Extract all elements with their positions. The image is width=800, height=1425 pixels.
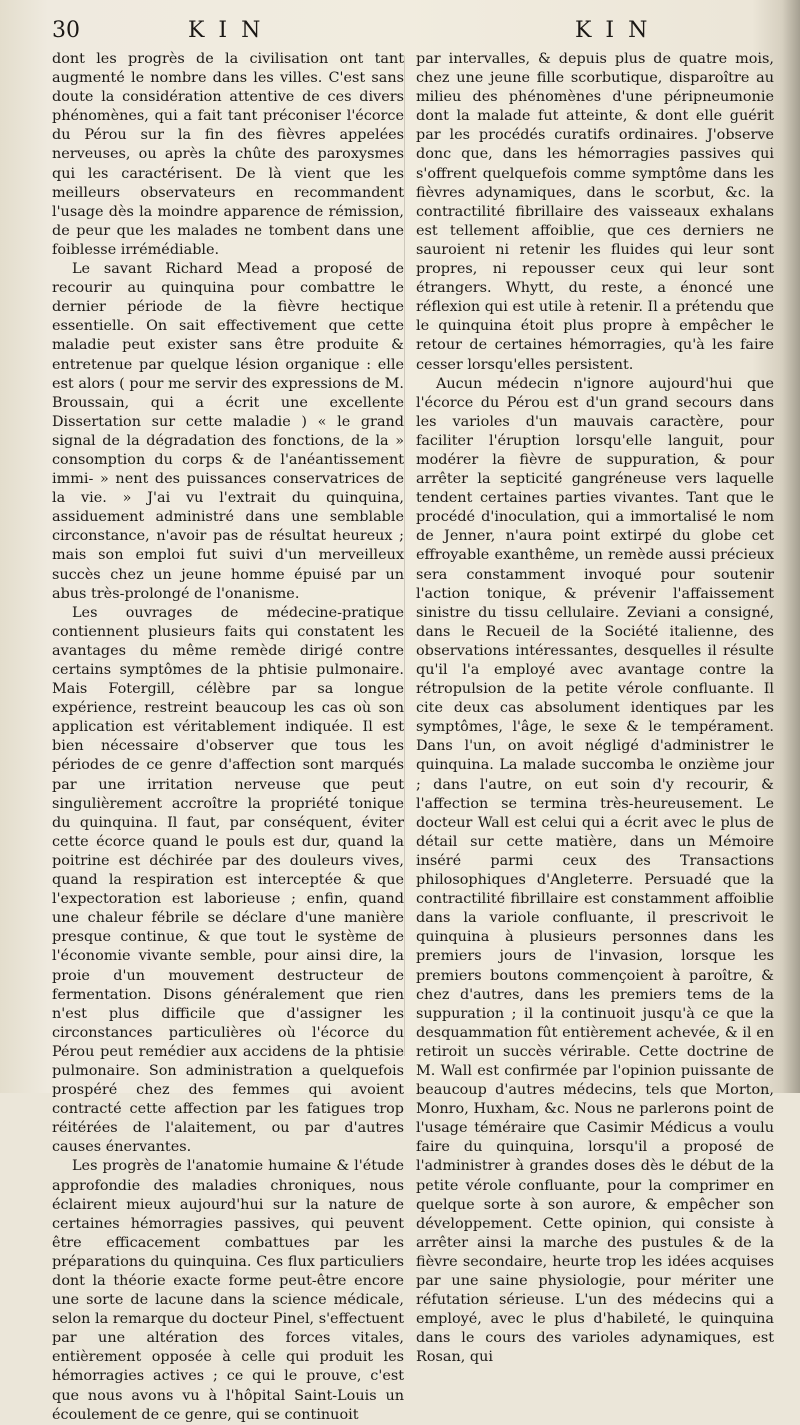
- page-header: [30, 18, 770, 52]
- page-number: 30: [52, 18, 80, 43]
- right-column: [416, 50, 774, 1367]
- left-paragraph-2: Le savant Richard Mead a proposé de recourir au quinquina pour combattre le dernier période de la fièvre hectique essentielle. On sait effectivement que cette maladie peut exister sans être produite & entretenue par quelque lésion organique : elle est alors ( pour me servir des expressions de M. Broussain, qui a écrit une excellente Dissertation sur cette maladie ) « le grand signal de la dégradation des fonctions, de la » consomption du corps & de l'anéantissement immi- » nent des puissances conservatrices de la vie. » J'ai vu l'extrait du quinquina, assiduement administré dans une semblable circonstance, n'avoir pas de résultat heureux ; mais son emploi fut suivi d'un merveilleux succès chez un jeune homme épuisé par un abus très-prolongé de l'onanisme.: [52, 261, 404, 602]
- left-paragraph-1: dont les progrès de la civilisation ont tant augmenté le nombre dans les villes. C'est sans doute la considération attentive de ces divers phénomènes, qui a fait tant préconiser l'écorce du Pérou sur la fin des fièvres appelées nerveuses, ou après la chûte des paroxysmes qui les caractérisent. De là vient que les meilleurs observateurs en recommandent l'usage dès la moindre apparence de rémission, de peur que les malades ne tombent dans une foiblesse irrémédiable.: [52, 51, 404, 258]
- running-head-left: KIN: [188, 18, 275, 43]
- left-column: [52, 50, 404, 1425]
- running-head-right: KIN: [575, 18, 662, 43]
- left-paragraph-4: Les progrès de l'anatomie humaine & l'étude approfondie des maladies chroniques, nous éclairent mieux aujourd'hui sur la nature de certaines hémorragies passives, qui peuvent être efficacement combattues par les préparations du quinquina. Ces flux particuliers dont la théorie exacte forme peut-être encore une sorte de lacune dans la science médicale, selon la remarque du docteur Pinel, s'effectuent par une altération des forces vitales, entièrement opposée à celle qui produit les hémorragies actives ; ce qui le prouve, c'est que nous avons vu à l'hôpital Saint-Louis un écoulement de ce genre, qui se continuoit: [52, 1158, 404, 1423]
- right-paragraph-2: Aucun médecin n'ignore aujourd'hui que l'écorce du Pérou est d'un grand secours dans les varioles d'un mauvais caractère, pour faciliter l'éruption lorsqu'elle languit, pour modérer la fièvre de suppuration, & pour arrêter la septicité gangréneuse vers laquelle tendent certaines parties vivantes. Tant que le procédé d'inoculation, qui a immortalisé le nom de Jenner, n'aura point extirpé du globe cet effroyable exanthême, un remède aussi précieux sera constamment invoqué pour soutenir l'action tonique, & prévenir l'affaissement sinistre du tissu cellulaire. Zeviani a consigné, dans le Recueil de la Société italienne, des observations intéressantes, desquelles il résulte qu'il l'a employé avec avantage contre la rétropulsion de la petite vérole confluante. Il cite deux cas absolument identiques par les symptômes, l'âge, le sexe & le tempérament. Dans l'un, on avoit négligé d'administrer le quinquina. La malade succomba le onzième jour ; dans l'autre, on eut soin d'y recourir, & l'affection se termina très-heureusement. Le docteur Wall est celui qui a écrit avec le plus de détail sur cette matière, dans un Mémoire inséré parmi ceux des Transactions philosophiques d'Angleterre. Persuadé que la contractilité fibrillaire est constamment affoiblie dans la variole confluante, il prescrivoit le quinquina à plusieurs personnes dans les premiers jours de l'invasion, lorsque les premiers boutons commençoient à paroître, & chez d'autres, dans les premiers tems de la suppuration ; il la continuoit jusqu'à ce que la desquammation fût entièrement achevée, & il en retiroit un succès vérirable. Cette doctrine de M. Wall est confirmée par l'opinion puissante de beaucoup d'autres médecins, tels que Morton, Monro, Huxham, &c. Nous ne parlerons point de l'usage téméraire que Casimir Médicus a voulu faire du quinquina, lorsqu'il a proposé de l'administrer à grandes doses dès le début de la petite vérole confluante, pour la comprimer en quelque sorte à son aurore, & empêcher son développement. Cette opinion, qui consiste à arrêter ainsi la marche des pustules & de la fièvre secondaire, heurte trop les idées acquises par une saine physiologie, pour mériter une réfutation sérieuse. L'un des médecins qui a employé, avec le plus d'habileté, le quinquina dans le cours des varioles adynamiques, est Rosan, qui: [416, 375, 774, 1366]
- page-edge-shadow: [782, 0, 800, 1093]
- right-paragraph-1: par intervalles, & depuis plus de quatre mois, chez une jeune fille scorbutique, disparoître au milieu des phénomènes d'une péripneumonie dont la malade fut atteinte, & dont elle guérit par les procédés curatifs ordinaires. J'observe donc que, dans les hémorragies passives qui s'offrent quelquefois comme symptôme dans les fièvres adynamiques, dans le scorbut, &c. la contractilité fibrillaire des vaisseaux exhalans est tellement affoiblie, que ces derniers ne sauroient ni retenir les fluides qui leur sont propres, ni repousser ceux qui leur sont étrangers. Whytt, du reste, a énoncé une réflexion qui est utile à retenir. Il a prétendu que le quinquina étoit plus propre à empêcher le retour de certaines hémorragies, qu'à les faire cesser lorsqu'elles persistent.: [416, 51, 774, 373]
- column-divider: [404, 56, 405, 1056]
- left-paragraph-3: Les ouvrages de médecine-pratique contiennent plusieurs faits qui constatent les avantages du même remède dirigé contre certains symptômes de la phtisie pulmonaire. Mais Fotergill, célèbre par sa longue expérience, restreint beaucoup les cas où son application est véritablement indiquée. Il est bien nécessaire d'observer que tous les périodes de ce genre d'affection sont marqués par une irritation nerveuse que peut singulièrement accroître la propriété tonique du quinquina. Il faut, par conséquent, éviter cette écorce quand le pouls est dur, quand la poitrine est déchirée par des douleurs vives, quand la respiration est interceptée & que l'expectoration est laborieuse ; enfin, quand une chaleur fébrile se déclare d'une manière presque continue, & que tout le système de l'économie vivante semble, pour ainsi dire, la proie d'un mouvement destructeur de fermentation. Disons généralement que rien n'est plus difficile que d'assigner les circonstances particulières où l'écorce du Pérou peut remédier aux accidens de la phtisie pulmonaire. Son administration a quelquefois prospéré chez des femmes qui avoient contracté cette affection par les fatigues trop réitérées de l'alaitement, ou par d'autres causes énervantes.: [52, 604, 404, 1156]
